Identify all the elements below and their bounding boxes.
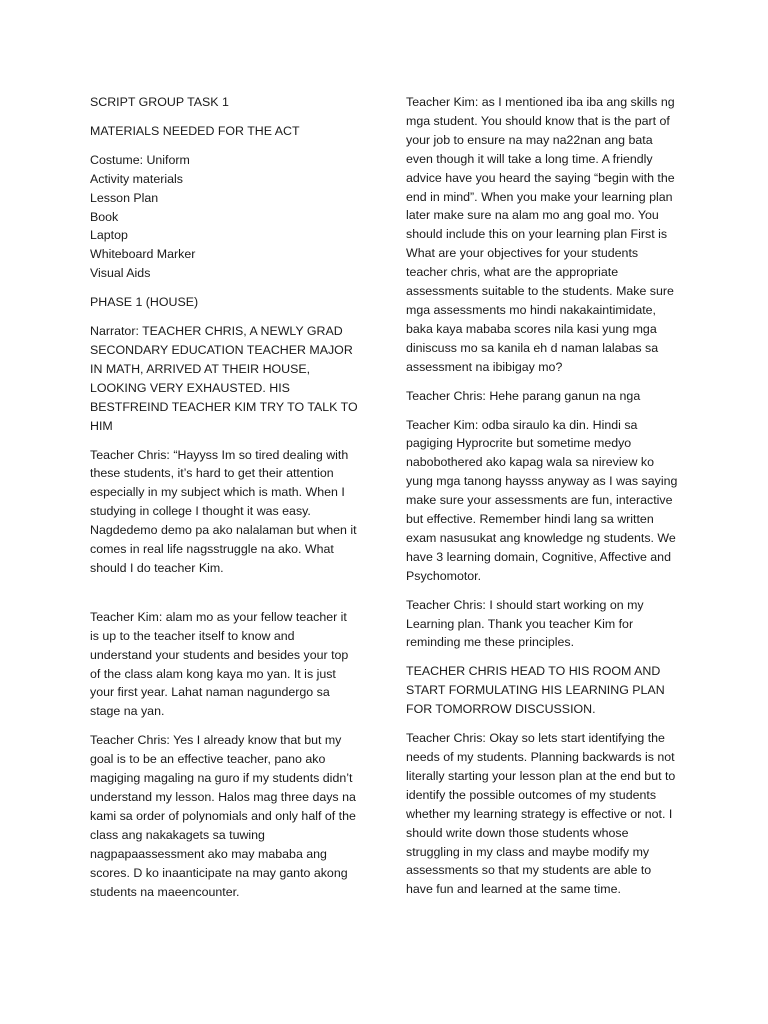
dialogue-kim-3: Teacher Kim: odba siraulo ka din. Hindi sa pagiging Hyprocrite but sometime medyo nabobothered ako kapag wala sa nireview ko yung mga tanong haysss anyway as I was saying make sure your assessments are fun, interactive but effective. Remember hindi lang sa written exam nasusukat ang knowledge ng students. We have 3 learning domain, Cognitive, Affective and Psychomotor.: [406, 417, 678, 583]
narrator-paragraph: Narrator: TEACHER CHRIS, A NEWLY GRAD SECONDARY EDUCATION TEACHER MAJOR IN MATH, ARRIVED AT THEIR HOUSE, LOOKING VERY EXHAUSTED. HIS BESTFREIND TEACHER KIM TRY TO TALK TO HIM: [90, 324, 358, 433]
phase-heading: PHASE 1 (HOUSE): [90, 295, 199, 310]
material-item: Visual Aids: [90, 266, 151, 281]
left-column: [90, 93, 358, 911]
materials-list: [90, 151, 358, 283]
stage-direction: TEACHER CHRIS HEAD TO HIS ROOM AND START FORMULATING HIS LEARNING PLAN FOR TOMORROW DISCUSSION.: [406, 664, 665, 717]
dialogue-chris-2: Teacher Chris: Yes I already know that but my goal is to be an effective teacher, pano ako magiging magaling na guro if my students didn’t understand my lesson. Halos mag three days na kami sa order of polynomials and only half of the class ang nakakagets sa tuwing nagpapaassessment ako may mababa ang scores. D ko inaanticipate na may ganto akong students na maeencounter.: [90, 733, 356, 899]
material-item: Laptop: [90, 228, 128, 243]
dialogue-chris-3: Teacher Chris: Hehe parang ganun na nga: [406, 388, 641, 403]
right-column: [406, 93, 678, 909]
dialogue-chris-5: Teacher Chris: Okay so lets start identifying the needs of my students. Planning backwards is not literally starting your lesson plan at the end but to identify the possible outcomes of my students whether my learning strategy is effective or not. I should write down those students whose struggling in my class and maybe modify my assessments so that my students are able to have fun and learned at the same time.: [406, 731, 676, 897]
dialogue-chris-1: Teacher Chris: “Hayyss Im so tired dealing with these students, it’s hard to get their attention especially in my subject which is math. When I studying in college I thought it was easy. Nagdedemo demo pa ako nalalaman but when it comes in real life nagsstruggle na ako. What should I do teacher Kim.: [90, 447, 357, 575]
script-title: SCRIPT GROUP TASK 1: [90, 95, 229, 109]
material-item: Whiteboard Marker: [90, 247, 196, 262]
material-item: Lesson Plan: [90, 190, 159, 205]
dialogue-chris-4: Teacher Chris: I should start working on my Learning plan. Thank you teacher Kim for reminding me these principles.: [406, 597, 644, 650]
material-item: Activity materials: [90, 171, 183, 186]
material-item: Book: [90, 209, 119, 224]
dialogue-kim-2: Teacher Kim: as I mentioned iba iba ang skills ng mga student. You should know that is the part of your job to ensure na may na22nan ang bata even though it will take a long time. A friendly advice have you heard the saying “begin with the end in mind”. When you make your learning plan later make sure na alam mo ang goal mo. You should include this on your learning plan First is What are your objectives for your students teacher chris, what are the appropriate assessments suitable to the students. Make sure mga assessments mo hindi nakakaintimidate, baka kaya mababa scores nila kasi yung mga diniscuss mo sa kanila eh d naman lalabas sa assessment na ibibigay mo?: [406, 95, 675, 374]
material-item: Costume: Uniform: [90, 152, 190, 167]
dialogue-kim-1: Teacher Kim: alam mo as your fellow teacher it is up to the teacher itself to know and understand your students and besides your top of the class alam kong kaya mo yan. It is just your first year. Lahat naman nagundergo sa stage na yan.: [90, 609, 349, 719]
materials-heading: MATERIALS NEEDED FOR THE ACT: [90, 123, 300, 138]
